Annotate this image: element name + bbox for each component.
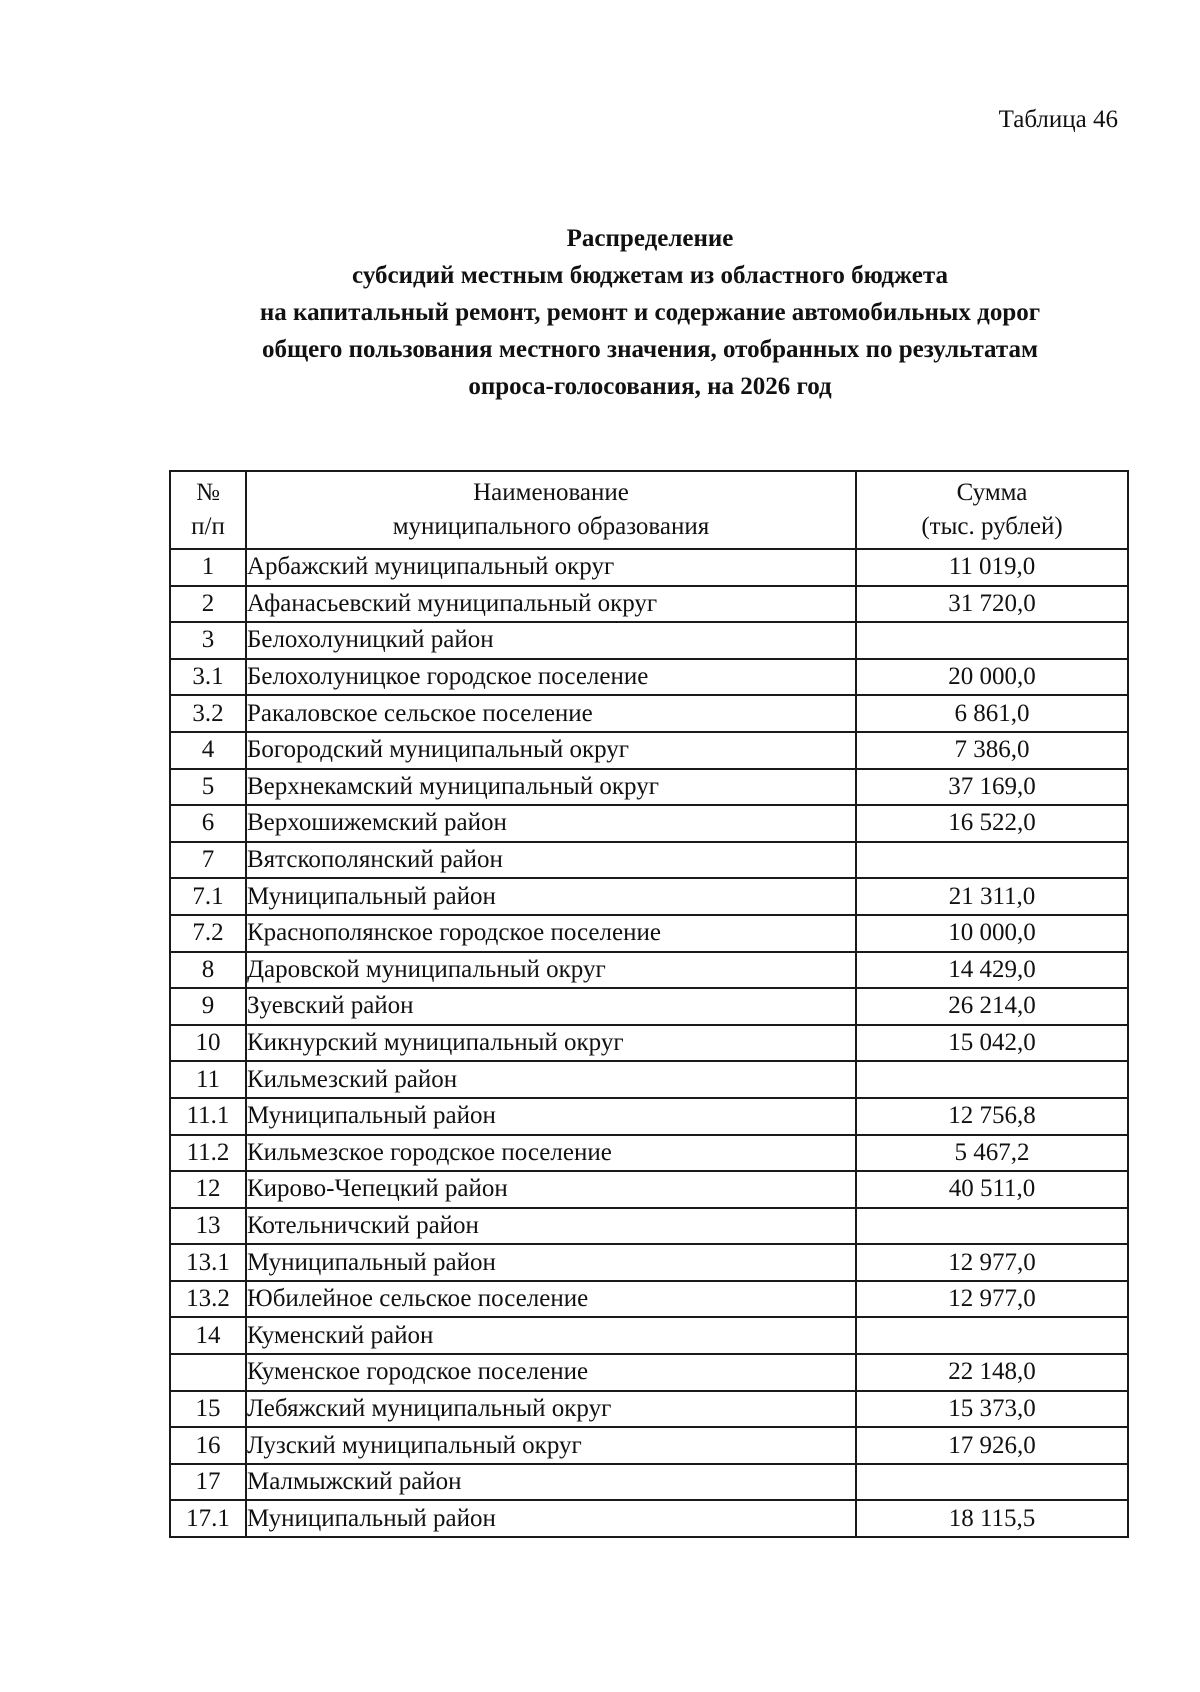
table-row [170, 805, 1128, 842]
title-line: общего пользования местного значения, отобранных по результатам [261, 336, 1039, 363]
row-name: Лебяжский муниципальный округ [246, 1391, 856, 1428]
row-sum: 17 926,0 [856, 1427, 1128, 1464]
row-number: 15 [170, 1391, 246, 1428]
row-sum: 37 169,0 [856, 769, 1128, 806]
table-row [170, 1500, 1128, 1537]
title-line: на капитальный ремонт, ремонт и содержание автомобильных дорог [259, 299, 1041, 326]
header-number-line: п/п [191, 513, 225, 540]
row-sum: 6 861,0 [856, 695, 1128, 732]
table-row [170, 1171, 1128, 1208]
row-name: Белохолуницкий район [246, 622, 856, 659]
header-name-line: Наименование [473, 479, 629, 506]
table-row [170, 695, 1128, 732]
row-sum: 5 467,2 [856, 1135, 1128, 1172]
row-number: 11.2 [170, 1135, 246, 1172]
row-number: 7.2 [170, 915, 246, 952]
table-row [170, 732, 1128, 769]
header-name [246, 471, 856, 549]
row-number: 13.1 [170, 1244, 246, 1281]
row-name: Малмыжский район [246, 1464, 856, 1501]
title-line: Распределение [566, 225, 734, 252]
row-sum: 16 522,0 [856, 805, 1128, 842]
row-sum: 21 311,0 [856, 878, 1128, 915]
row-sum: 7 386,0 [856, 732, 1128, 769]
row-sum: 20 000,0 [856, 659, 1128, 696]
row-sum [856, 622, 1128, 659]
row-number: 10 [170, 1025, 246, 1062]
row-number: 8 [170, 952, 246, 989]
row-name: Юбилейное сельское поселение [246, 1281, 856, 1318]
row-number: 3.2 [170, 695, 246, 732]
row-number: 7 [170, 842, 246, 879]
table-row [170, 1354, 1128, 1391]
row-name: Ракаловское сельское поселение [246, 695, 856, 732]
table-row [170, 988, 1128, 1025]
row-name: Вятскополянский район [246, 842, 856, 879]
row-number: 17 [170, 1464, 246, 1501]
header-number-line: № [196, 479, 220, 506]
row-name: Богородский муниципальный округ [246, 732, 856, 769]
row-sum: 11 019,0 [856, 549, 1128, 586]
row-name: Афанасьевский муниципальный округ [246, 586, 856, 623]
table-body [170, 549, 1128, 1537]
row-number: 17.1 [170, 1500, 246, 1537]
row-sum: 40 511,0 [856, 1171, 1128, 1208]
row-sum: 12 977,0 [856, 1244, 1128, 1281]
table-row [170, 1281, 1128, 1318]
table-row [170, 1464, 1128, 1501]
row-name: Лузский муниципальный округ [246, 1427, 856, 1464]
row-name: Верхошижемский район [246, 805, 856, 842]
row-sum: 10 000,0 [856, 915, 1128, 952]
table-row [170, 1391, 1128, 1428]
table-row [170, 1427, 1128, 1464]
row-sum: 31 720,0 [856, 586, 1128, 623]
header-sum [856, 471, 1128, 549]
row-name: Кикнурский муниципальный округ [246, 1025, 856, 1062]
title-line: субсидий местным бюджетам из областного бюджета [352, 262, 948, 289]
table-row [170, 1208, 1128, 1245]
row-sum: 14 429,0 [856, 952, 1128, 989]
row-name: Муниципальный район [246, 1244, 856, 1281]
row-number: 3.1 [170, 659, 246, 696]
header-number [170, 471, 246, 549]
row-sum: 12 977,0 [856, 1281, 1128, 1318]
row-sum [856, 1317, 1128, 1354]
row-name: Белохолуницкое городское поселение [246, 659, 856, 696]
subsidy-table [169, 470, 1129, 1538]
table-row [170, 586, 1128, 623]
table-row [170, 952, 1128, 989]
row-sum: 26 214,0 [856, 988, 1128, 1025]
table-row [170, 1098, 1128, 1135]
table-row [170, 659, 1128, 696]
row-number: 3 [170, 622, 246, 659]
table-row [170, 915, 1128, 952]
row-number: 7.1 [170, 878, 246, 915]
row-number: 4 [170, 732, 246, 769]
row-name: Куменское городское поселение [246, 1354, 856, 1391]
row-name: Муниципальный район [246, 1500, 856, 1537]
row-number: 12 [170, 1171, 246, 1208]
row-sum [856, 1208, 1128, 1245]
row-name: Даровской муниципальный округ [246, 952, 856, 989]
row-number: 11 [170, 1061, 246, 1098]
row-sum: 12 756,8 [856, 1098, 1128, 1135]
row-name: Кильмезское городское поселение [246, 1135, 856, 1172]
table-row [170, 622, 1128, 659]
row-number: 16 [170, 1427, 246, 1464]
row-name: Котельничский район [246, 1208, 856, 1245]
table-row [170, 1025, 1128, 1062]
row-number [170, 1354, 246, 1391]
row-sum [856, 1061, 1128, 1098]
row-sum: 15 373,0 [856, 1391, 1128, 1428]
table-row [170, 878, 1128, 915]
header-name-line: муниципального образования [392, 513, 710, 540]
row-name: Муниципальный район [246, 1098, 856, 1135]
row-name: Зуевский район [246, 988, 856, 1025]
table-row [170, 1244, 1128, 1281]
row-sum: 18 115,5 [856, 1500, 1128, 1537]
table-row [170, 1317, 1128, 1354]
row-sum: 22 148,0 [856, 1354, 1128, 1391]
row-name: Верхнекамский муниципальный округ [246, 769, 856, 806]
table-row [170, 842, 1128, 879]
row-name: Муниципальный район [246, 878, 856, 915]
table-header-row [170, 471, 1128, 549]
table-row [170, 1135, 1128, 1172]
document-title [130, 220, 1170, 405]
row-sum [856, 1464, 1128, 1501]
row-name: Арбажский муниципальный округ [246, 549, 856, 586]
row-number: 11.1 [170, 1098, 246, 1135]
row-number: 2 [170, 586, 246, 623]
header-sum-line: Сумма [956, 479, 1028, 506]
row-number: 6 [170, 805, 246, 842]
row-name: Кирово-Чепецкий район [246, 1171, 856, 1208]
row-name: Кильмезский район [246, 1061, 856, 1098]
row-number: 5 [170, 769, 246, 806]
row-number: 13 [170, 1208, 246, 1245]
row-number: 13.2 [170, 1281, 246, 1318]
row-number: 1 [170, 549, 246, 586]
title-line: опроса-голосования, на 2026 год [468, 373, 832, 400]
table-number: Таблица 46 [998, 106, 1118, 133]
row-name: Краснополянское городское поселение [246, 915, 856, 952]
table-row [170, 1061, 1128, 1098]
table-row [170, 549, 1128, 586]
row-name: Куменский район [246, 1317, 856, 1354]
table-row [170, 769, 1128, 806]
header-sum-line: (тыс. рублей) [921, 513, 1063, 540]
row-sum [856, 842, 1128, 879]
row-sum: 15 042,0 [856, 1025, 1128, 1062]
row-number: 9 [170, 988, 246, 1025]
row-number: 14 [170, 1317, 246, 1354]
